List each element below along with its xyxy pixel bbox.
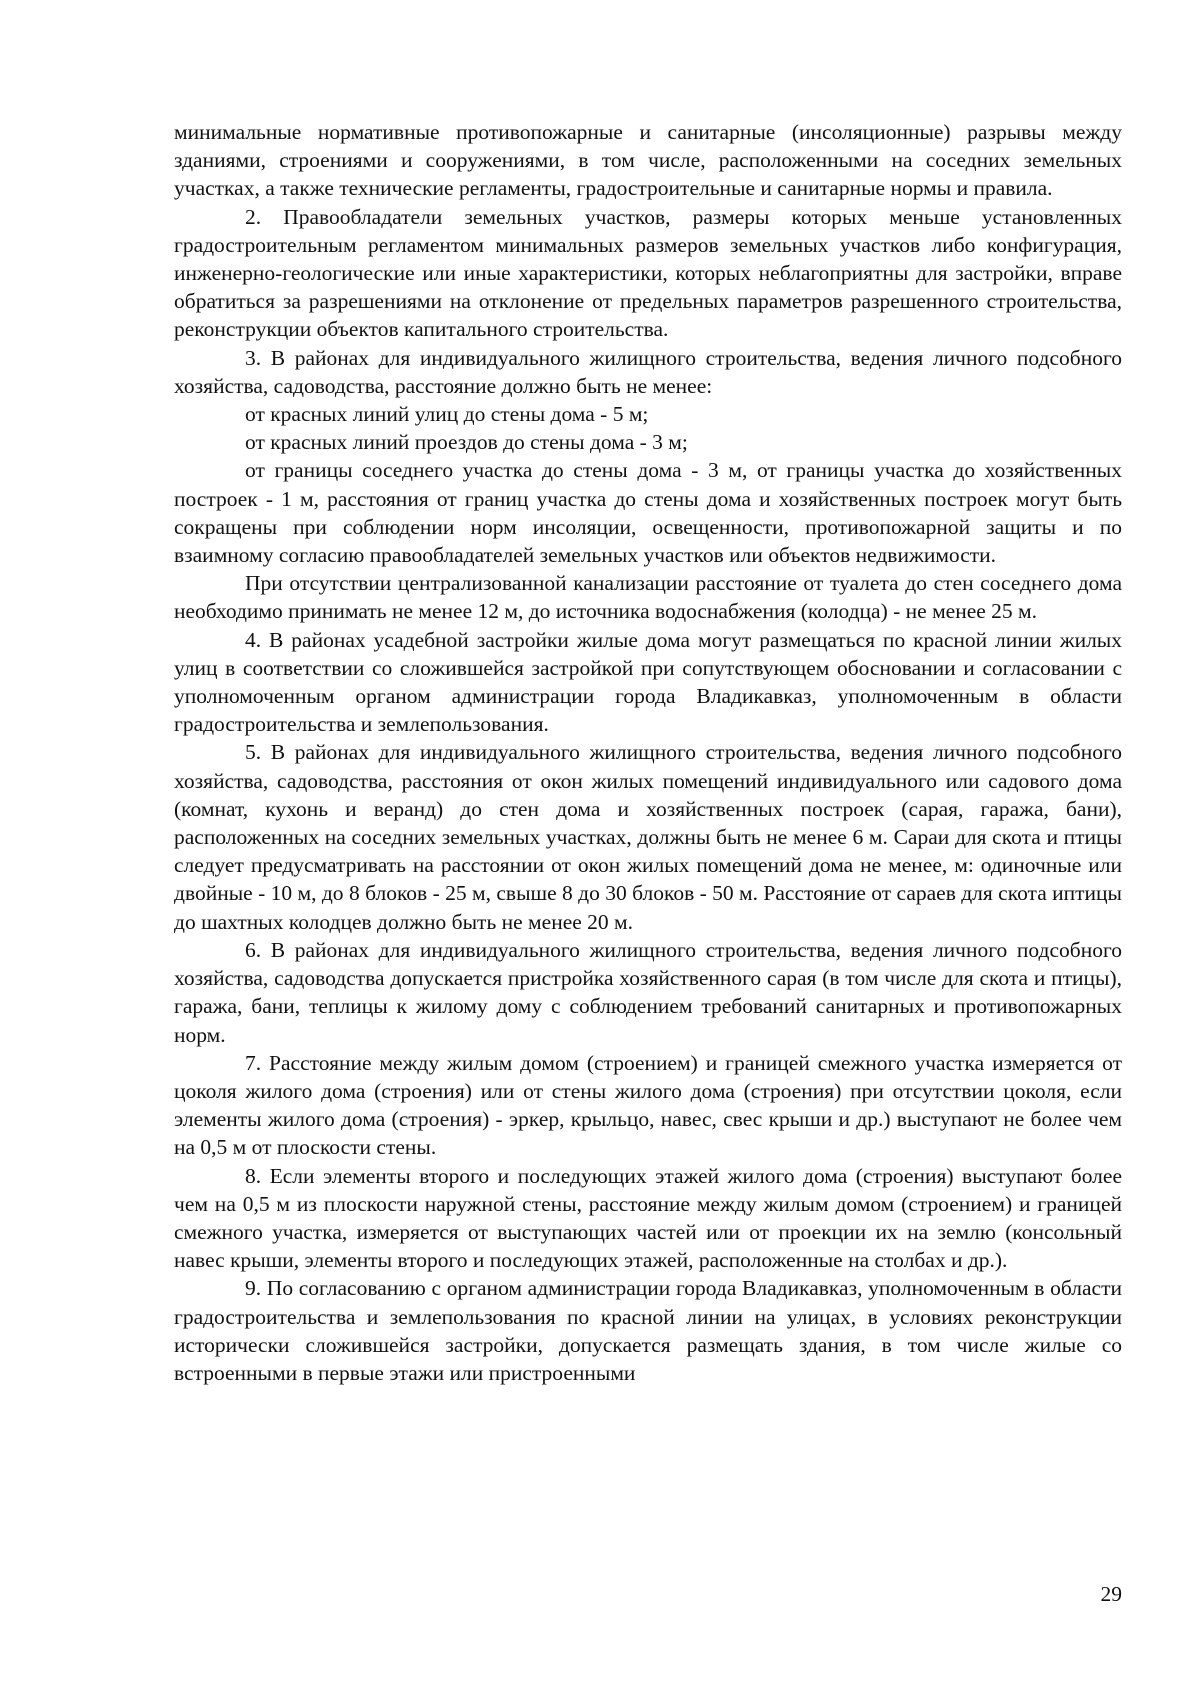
body-text <box>174 118 1122 1387</box>
paragraph-sewerage: При отсутствии централизованной канализации расстояние от туалета до стен соседнего дома необходимо принимать не менее 12 м, до источника водоснабжения (колодца) - не менее 25 м. <box>174 571 1122 624</box>
paragraph-item-6: 6. В районах для индивидуального жилищного строительства, ведения личного подсобного хозяйства, садоводства допускается пристройка хозяйственного сарая (в том числе для скота и птицы), гаража, бани, теплицы к жилому дому с соблюдением требований санитарных и противопожарных норм. <box>174 937 1122 1047</box>
paragraph-item-5: 5. В районах для индивидуального жилищного строительства, ведения личного подсобного хозяйства, садоводства, расстояния от окон жилых помещений индивидуального или садового дома (комнат, кухонь и веранд) до стен дома и хозяйственных построек (сарая, гаража, бани), расположенных на соседних земельных участках, должны быть не менее 6 м. Сараи для скота и птицы следует предусматривать на расстоянии от окон жилых помещений дома не менее, м: одиночные или двойные - 10 м, до 8 блоков - 25 м, свыше 8 до 30 блоков - 50 м. Расстояние от сараев для скота иптицы до шахтных колодцев должно быть не менее 20 м. <box>174 740 1122 934</box>
paragraph-item-2: 2. Правообладатели земельных участков, размеры которых меньше установленных градостроительным регламентом минимальных размеров земельных участков либо конфигурация, инженерно-геологические или иные характеристики, которых неблагоприятны для застройки, вправе обратиться за разрешениями на отклонение от предельных параметров разрешенного строительства, реконструкции объектов капитального строительства. <box>174 204 1122 342</box>
paragraph-item-9: 9. По согласованию с органом администрации города Владикавказ, уполномоченным в области градостроительства и землепользования по красной линии на улицах, в условиях реконструкции исторически сложившейся застройки, допускается размещать здания, в том числе жилые со встроенными в первые этажи или пристроенными <box>174 1276 1122 1385</box>
paragraph-item-3: 3. В районах для индивидуального жилищного строительства, ведения личного подсобного хозяйства, садоводства, расстояние должно быть не менее: <box>174 345 1122 398</box>
paragraph-item-4: 4. В районах усадебной застройки жилые дома могут размещаться по красной линии жилых улиц в соответствии со сложившейся застройкой при сопутствующем обосновании и согласовании с уполномоченным органом администрации города Владикавказ, уполномоченным в области градостроительства и землепользования. <box>174 627 1122 737</box>
paragraph-red-lines-passages: от красных линий проездов до стены дома - 3 м; <box>245 430 688 455</box>
paragraph-continuation: минимальные нормативные противопожарные и санитарные (инсоляционные) разрывы между зданиями, строениями и сооружениями, в том числе, расположенными на соседних земельных участках, а также технические регламенты, градостроительные и санитарные нормы и правила. <box>174 120 1122 201</box>
paragraph-neighbor-boundary: от границы соседнего участка до стены дома - 3 м, от границы участка до хозяйственных построек - 1 м, расстояния от границ участка до стены дома и хозяйственных построек могут быть сокращены при соблюдении норм инсоляции, освещенности, противопожарной защиты и по взаимному согласию правообладателей земельных участков или объектов недвижимости. <box>174 458 1122 568</box>
paragraph-item-8: 8. Если элементы второго и последующих этажей жилого дома (строения) выступают более чем на 0,5 м из плоскости наружной стены, расстояние между жилым домом (строением) и границей смежного участка, измеряется от выступающих частей или от проекции их на землю (консольный навес крыши, элементы второго и последующих этажей, расположенные на столбах и др.). <box>174 1163 1122 1273</box>
paragraph-red-lines-streets: от красных линий улиц до стены дома - 5 м; <box>245 402 649 427</box>
page-number: 29 <box>1100 1582 1122 1606</box>
paragraph-item-7: 7. Расстояние между жилым домом (строением) и границей смежного участка измеряется от цоколя жилого дома (строения) или от стены жилого дома (строения) при отсутствии цоколя, если элементы жилого дома (строения) - эркер, крыльцо, навес, свес крыши и др.) выступают не более чем на 0,5 м от плоскости стены. <box>174 1050 1122 1160</box>
